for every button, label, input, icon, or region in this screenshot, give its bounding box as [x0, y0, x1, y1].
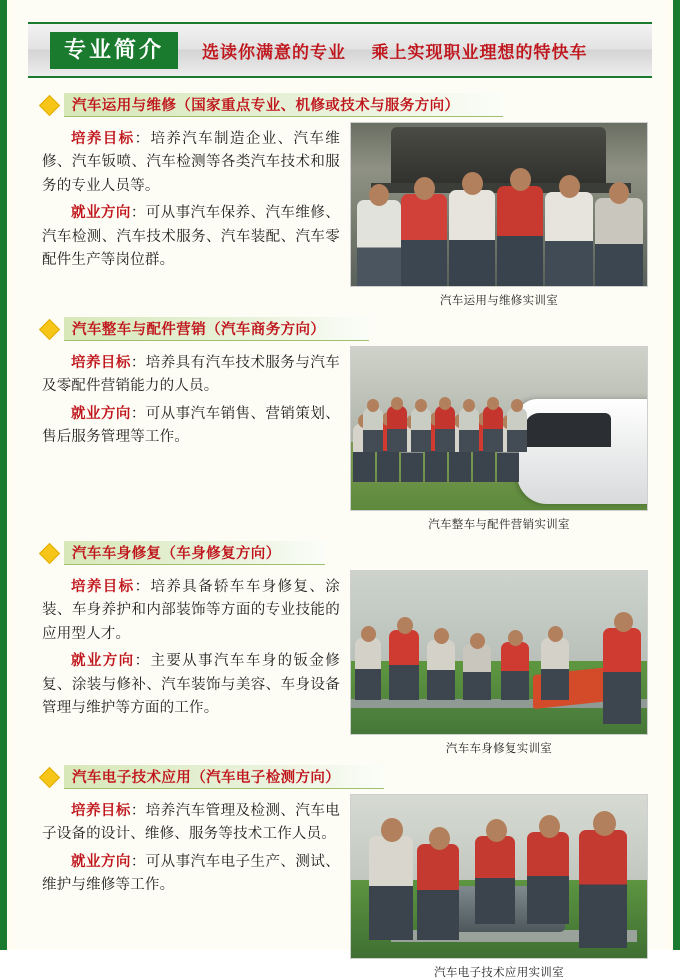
section-title: 汽车电子技术应用（汽车电子检测方向） [72, 770, 341, 786]
student-figure [579, 830, 627, 948]
section-auto-body-repair [42, 540, 648, 756]
section-text [42, 570, 340, 756]
student-head [559, 175, 580, 198]
goal-paragraph [42, 800, 340, 847]
section-header [42, 764, 648, 790]
student-figure [369, 836, 413, 940]
photo-caption: 汽车运用与维修实训室 [440, 295, 558, 307]
goal-text: ：培养汽车制造企业、汽车维修、汽车钣喷、汽车检测等各类汽车技术和服务的专业人员等。 [42, 131, 340, 194]
photo-vehicle-marketing [350, 346, 648, 511]
student-figure [501, 642, 529, 700]
page-header [28, 22, 652, 78]
student-figure [475, 836, 515, 924]
student-head [548, 626, 563, 642]
employment-paragraph [42, 650, 340, 720]
student-figure [427, 640, 455, 700]
photo-caption: 汽车整车与配件营销实训室 [428, 519, 570, 531]
student-head [487, 397, 499, 410]
section-body [42, 794, 648, 980]
student-head [486, 819, 507, 842]
diamond-bullet-icon [39, 766, 60, 787]
student-head [462, 172, 483, 195]
section-title: 汽车运用与维修（国家重点专业、机修或技术与服务方向） [72, 98, 460, 114]
student-head [609, 182, 629, 204]
student-head [593, 811, 616, 836]
section-image-column [350, 122, 648, 308]
student-figure [411, 408, 431, 452]
student-head [463, 399, 475, 412]
student-figure [357, 200, 401, 286]
student-head [434, 628, 449, 644]
sections-container [14, 92, 666, 980]
page-title: 专业简介 [50, 32, 178, 69]
student-figure [355, 638, 381, 700]
section-body [42, 122, 648, 308]
section-image-column [350, 794, 648, 980]
section-title-bar [64, 765, 384, 789]
student-figure [387, 406, 407, 452]
goal-text: ：培养具备轿车车身修复、涂装、车身养护和内部装饰等方面的专业技能的应用型人才。 [42, 579, 340, 642]
employment-text: ：可从事汽车销售、营销策划、售后服务管理等工作。 [42, 405, 340, 446]
employment-text: ：可从事汽车保养、汽车维修、汽车检测、汽车技术服务、汽车装配、汽车零配件生产等岗位群。 [42, 205, 340, 269]
student-figure [497, 186, 543, 286]
section-auto-operation-maintenance [42, 92, 648, 308]
student-head [381, 818, 403, 842]
student-head [439, 397, 451, 410]
student-head [369, 184, 389, 206]
student-head [511, 399, 523, 412]
student-figure [463, 644, 491, 700]
section-text [42, 346, 340, 532]
student-head [414, 177, 435, 200]
employment-text: ：可从事汽车电子生产、测试、维护与维修等工作。 [42, 853, 340, 894]
section-text [42, 794, 340, 980]
employment-text: ：主要从事汽车车身的钣金修复、涂装与修补、汽车装饰与美容、车身设备管理与维护等方面的工作。 [42, 653, 340, 717]
photo-auto-maintenance [350, 122, 648, 287]
goal-label: 培养目标 [71, 579, 135, 595]
student-figure [545, 192, 593, 286]
employment-paragraph [42, 851, 340, 898]
student-head [367, 399, 379, 412]
section-title: 汽车车身修复（车身修复方向） [72, 546, 281, 562]
goal-text: ：培养汽车管理及检测、汽车电子设备的设计、维修、服务等技术工作人员。 [42, 803, 340, 843]
student-head [508, 630, 523, 646]
page-inner [14, 0, 666, 979]
goal-paragraph [42, 576, 340, 646]
photo-body-repair [350, 570, 648, 735]
employment-paragraph [42, 202, 340, 272]
employment-label: 就业方向 [71, 205, 131, 222]
section-image-column [350, 570, 648, 756]
student-head [391, 397, 403, 410]
student-head [415, 399, 427, 412]
section-title: 汽车整车与配件营销（汽车商务方向） [72, 322, 326, 338]
employment-paragraph [42, 403, 340, 450]
student-figure [389, 630, 419, 700]
header-subtitle-part2: 乘上实现职业理想的特快车 [371, 42, 588, 62]
section-text [42, 122, 340, 308]
employment-label: 就业方向 [71, 853, 131, 870]
student-head [429, 827, 450, 850]
students-group [351, 795, 647, 958]
section-body [42, 570, 648, 756]
student-figure [595, 198, 643, 286]
header-subtitle-part1: 选读你满意的专业 [202, 42, 347, 62]
student-figure [459, 408, 479, 452]
section-image-column [350, 346, 648, 532]
goal-paragraph [42, 352, 340, 399]
student-head [470, 633, 485, 649]
section-auto-electronics [42, 764, 648, 980]
section-title-bar [64, 541, 325, 565]
goal-text: ：培养具有汽车技术服务与汽车及零配件营销能力的人员。 [42, 355, 340, 395]
section-header [42, 92, 648, 118]
student-figure [401, 194, 447, 286]
student-head [361, 626, 376, 642]
goal-label: 培养目标 [71, 355, 131, 371]
goal-label: 培养目标 [71, 803, 131, 819]
diamond-bullet-icon [39, 542, 60, 563]
student-figure [603, 628, 641, 724]
section-header [42, 540, 648, 566]
diamond-bullet-icon [39, 318, 60, 339]
students-group [351, 123, 647, 286]
student-figure [483, 406, 503, 452]
photo-auto-electronics [350, 794, 648, 959]
student-head [510, 168, 531, 191]
section-body [42, 346, 648, 532]
student-head [614, 612, 633, 632]
student-figure [541, 638, 569, 700]
employment-label: 就业方向 [71, 405, 131, 422]
section-title-bar [64, 93, 503, 117]
students-group [351, 571, 647, 734]
student-head [539, 815, 560, 838]
section-vehicle-parts-marketing [42, 316, 648, 532]
photo-caption: 汽车车身修复实训室 [445, 743, 553, 755]
section-title-bar [64, 317, 369, 341]
student-figure [435, 406, 455, 452]
students-group [351, 347, 647, 510]
diamond-bullet-icon [39, 94, 60, 115]
header-subtitle [202, 38, 587, 63]
employment-label: 就业方向 [71, 653, 135, 670]
student-figure [363, 408, 383, 452]
section-header [42, 316, 648, 342]
student-figure [507, 408, 527, 452]
goal-label: 培养目标 [71, 131, 135, 147]
student-head [397, 617, 413, 634]
student-figure [449, 190, 495, 286]
student-figure [417, 844, 459, 940]
student-figure [527, 832, 569, 924]
goal-paragraph [42, 128, 340, 198]
photo-caption: 汽车电子技术应用实训室 [434, 967, 564, 979]
